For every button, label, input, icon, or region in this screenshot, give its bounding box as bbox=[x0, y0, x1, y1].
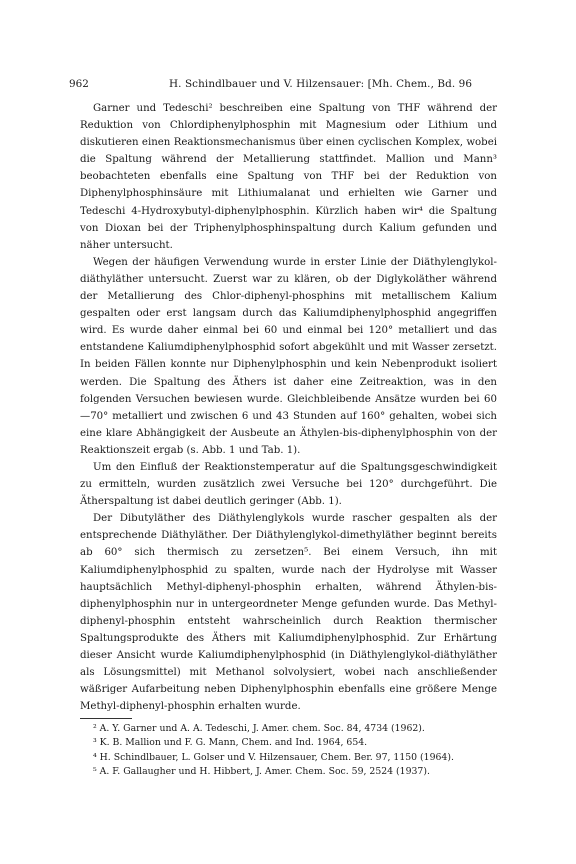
footnote: ⁴ H. Schindlbauer, L. Golser und V. Hilzensauer, Chem. Ber. 97, 1150 (1964). bbox=[93, 751, 454, 763]
footnote: ² A. Y. Garner und A. A. Tedeschi, J. Amer. chem. Soc. 84, 4734 (1962). bbox=[93, 723, 425, 734]
body-text bbox=[80, 100, 497, 715]
footnote: ³ K. B. Mallion und F. G. Mann, Chem. and Ind. 1964, 654. bbox=[93, 737, 368, 749]
paragraph: Wegen der häufigen Verwendung wurde in erster Linie der Diäthylenglykol-diäthyläther untersucht. Zuerst war zu klären, ob der Diglykoläther während der Metallierung des Chlor-diphenyl-phosphins mit metallischem Kalium gespalten oder erst langsam durch das Kaliumdiphenylphosphid angegriffen wird. Es wurde daher einmal bei 60 und einmal bei 120° metalliert und das entstandene Kaliumdiphenylphosphid sofort abgekühlt und mit Wasser zersetzt. In beiden Fällen konnte nur Diphenylphosphin und kein Nebenprodukt isoliert werden. Die Spaltung des Äthers ist daher eine Zeitreaktion, was in den folgenden Versuchen bewiesen wurde. Gleichbleibende Ansätze wurden bei 60—70° metalliert und zwischen 6 und 43 Stunden auf 160° gehalten, wobei sich eine klare Abhängigkeit der Ausbeute an Äthylen-bis-diphenylphosphin von der Reaktionszeit ergab (s. Abb. 1 und Tab. 1). bbox=[80, 256, 497, 456]
paragraph: Der Dibutyläther des Diäthylenglykols wurde rascher gespalten als der entsprechende Diäthyläther. Der Diäthylenglykol-dimethyläther beginnt bereits ab 60° sich thermisch zu zersetzen⁵. Bei einem Versuch, ihn mit Kaliumdiphenylphosphid zu spalten, wurde nach der Hydrolyse mit Wasser hauptsächlich Methyl-diphenyl-phosphin erhalten, während Äthylen-bis-diphenylphosphin nur in untergeordneter Menge gefunden wurde. Das Methyl-diphenyl-phosphin entsteht wahrscheinlich durch Reaktion thermischer Spaltungsprodukte des Äthers mit Kaliumdiphenylphosphid. Zur Erhärtung dieser Ansicht wurde Kaliumdiphenylphosphid (in Diäthylenglykol-diäthyläther als Lösungsmittel) mit Methanol solvolysiert, wobei nach anschließender wäßriger Aufarbeitung neben Diphenylphosphin ebenfalls eine größere Menge Methyl-diphenyl-phosphin erhalten wurde. bbox=[80, 513, 497, 713]
footnote-rule bbox=[80, 718, 132, 719]
page-number: 962 bbox=[69, 78, 89, 90]
footnotes bbox=[80, 722, 497, 780]
running-head: H. Schindlbauer und V. Hilzensauer: [Mh. Chem., Bd. 96 bbox=[169, 78, 473, 90]
paragraph: Um den Einfluß der Reaktionstemperatur auf die Spaltungsgeschwindigkeit zu ermitteln, wurden zusätzlich zwei Versuche bei 120° durchgeführt. Die Ätherspaltung ist dabei deutlich geringer (Abb. 1). bbox=[80, 461, 497, 508]
paragraph: Garner und Tedeschi² beschreiben eine Spaltung von THF während der Reduktion von Chlordiphenylphosphin mit Magnesium oder Lithium und diskutieren einen Reaktionsmechanismus über einen cyclischen Komplex, wobei die Spaltung während der Metallierung stattfindet. Mallion und Mann³ beobachteten ebenfalls eine Spaltung von THF bei der Reduktion von Diphenylphosphinsäure mit Lithiumalanat und erhielten wie Garner und Tedeschi 4-Hydroxybutyl-diphenylphosphin. Kürzlich haben wir⁴ die Spaltung von Dioxan bei der Triphenylphosphinspaltung durch Kalium gefunden und näher untersucht. bbox=[80, 103, 497, 251]
footnote: ⁵ A. F. Gallaugher und H. Hibbert, J. Amer. Chem. Soc. 59, 2524 (1937). bbox=[93, 766, 430, 778]
